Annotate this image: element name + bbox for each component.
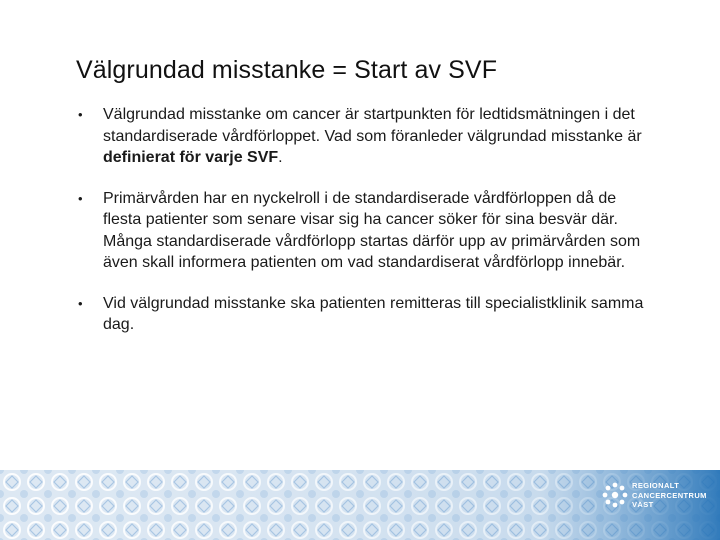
logo-line: VÄST bbox=[632, 500, 654, 509]
logo-text bbox=[632, 481, 707, 510]
bullet-symbol: • bbox=[78, 190, 83, 206]
logo-line: REGIONALT bbox=[632, 481, 680, 490]
bullet-item bbox=[76, 293, 656, 336]
bullet-bold-text: definierat för varje SVF bbox=[103, 149, 279, 166]
bullet-item bbox=[76, 188, 656, 274]
slide-title: Välgrundad misstanke = Start av SVF bbox=[76, 56, 498, 84]
bullet-text: Vid välgrundad misstanke ska patienten remitteras till specialistklinik samma dag. bbox=[103, 294, 644, 333]
bullet-item bbox=[76, 104, 656, 169]
bullet-list bbox=[76, 104, 656, 336]
organization-logo bbox=[598, 478, 708, 534]
bullet-symbol: • bbox=[78, 107, 83, 122]
bullet-tail: . bbox=[278, 149, 283, 166]
bullet-text: Primärvården har en nyckelroll i de standardiserade vårdförloppen då de flesta patienter som senare visar sig ha cancer söker för sina besvär där. Många standardiserade vårdförlopp startas därför upp av primärvården som även skall informera patienten om vad standardiserat vårdförlopp innebär. bbox=[103, 189, 641, 271]
bullet-symbol: • bbox=[78, 295, 83, 311]
rcc-logo-icon bbox=[602, 482, 628, 508]
logo-line: CANCERCENTRUM bbox=[632, 490, 707, 500]
bullet-text: Välgrundad misstanke om cancer är startpunkten för ledtidsmätningen i det standardiserade vårdförloppet. Vad som föranleder välgrundad misstanke är bbox=[103, 106, 642, 145]
